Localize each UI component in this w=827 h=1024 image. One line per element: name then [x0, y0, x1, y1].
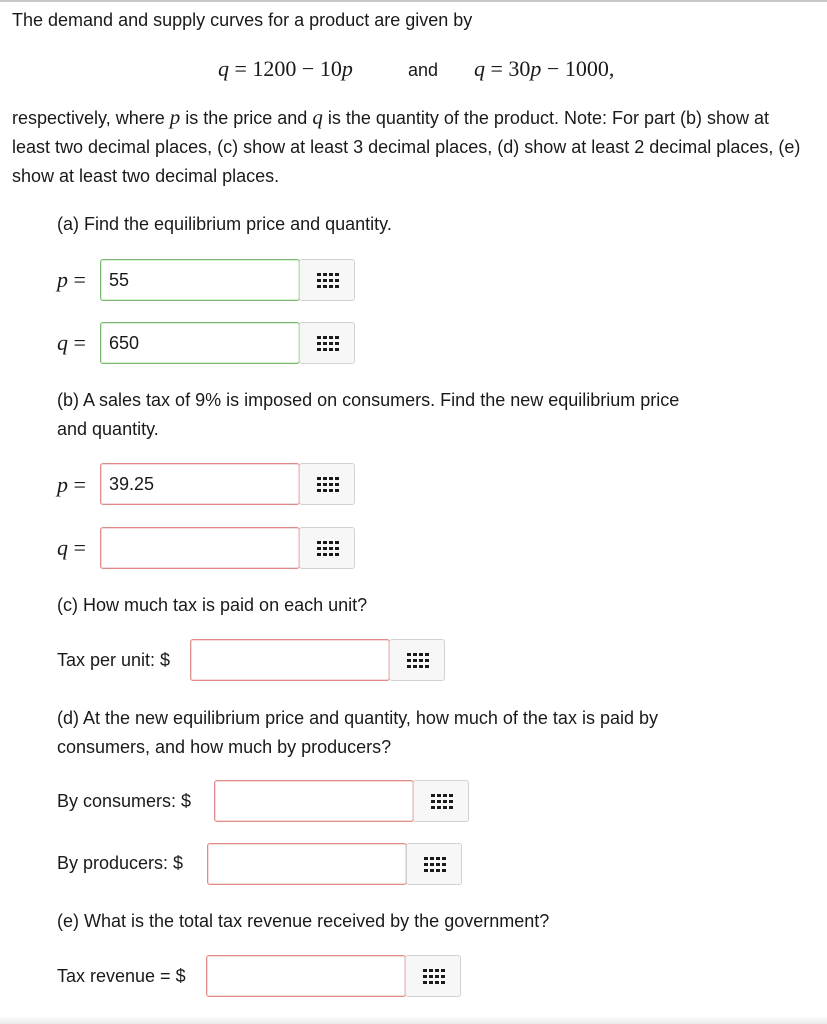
by-consumers-keypad-button[interactable] [413, 780, 469, 822]
part-a-quantity-input[interactable]: 650 [100, 322, 300, 364]
part-c-label: Tax per unit: $ [57, 650, 171, 670]
part-b-quantity-keypad-button[interactable] [299, 527, 355, 569]
intro-paragraph: respectively, where p is the price and q is the quantity of the product. Note: For part (b) show at least two decimal places, (c) show at least 3 decimal places, (d) show at least 2 decimal places, (e) show at least two decimal places. [12, 105, 801, 186]
tax-per-unit-input[interactable] [190, 639, 390, 681]
part-b-quantity-input[interactable] [100, 527, 300, 569]
tax-revenue-keypad-button[interactable] [405, 955, 461, 997]
top-divider [0, 0, 827, 2]
tax-revenue-input[interactable] [206, 955, 406, 997]
by-producers-keypad-button[interactable] [406, 843, 462, 885]
part-a-quantity-keypad-button[interactable] [299, 322, 355, 364]
tax-per-unit-keypad-button[interactable] [389, 639, 445, 681]
part-b-question-line2: and quantity. [57, 419, 159, 439]
keypad-icon [317, 273, 339, 289]
part-a-price-keypad-button[interactable] [299, 259, 355, 301]
tax-revenue-label: Tax revenue = $ [57, 966, 186, 986]
part-b-q-label: q = [57, 535, 86, 560]
part-a-price-input[interactable]: 55 [100, 259, 300, 301]
supply-equation: q = 30p − 1000, [474, 56, 615, 81]
bottom-edge [0, 1016, 827, 1024]
part-b-price-input[interactable]: 39.25 [100, 463, 300, 505]
part-a-p-label: p = [57, 267, 86, 292]
keypad-icon [317, 477, 339, 493]
part-a-q-label: q = [57, 330, 86, 355]
part-c-question: (c) How much tax is paid on each unit? [57, 595, 368, 615]
part-b-p-label: p = [57, 472, 86, 497]
part-b-question-line1: (b) A sales tax of 9% is imposed on consumers. Find the new equilibrium price [57, 390, 680, 410]
part-e-question: (e) What is the total tax revenue received by the government? [57, 911, 550, 931]
and-word: and [408, 60, 439, 80]
part-b-price-keypad-button[interactable] [299, 463, 355, 505]
by-consumers-label: By consumers: $ [57, 791, 192, 811]
by-producers-label: By producers: $ [57, 853, 184, 873]
part-d-question-line2: consumers, and how much by producers? [57, 737, 392, 757]
demand-equation: q = 1200 − 10p [218, 56, 353, 81]
keypad-icon [317, 541, 339, 557]
keypad-icon [424, 857, 446, 873]
part-d-question-line1: (d) At the new equilibrium price and quantity, how much of the tax is paid by [57, 708, 658, 728]
part-a-question: (a) Find the equilibrium price and quantity. [57, 214, 392, 234]
by-consumers-input[interactable] [214, 780, 414, 822]
intro-line: The demand and supply curves for a product are given by [12, 10, 473, 30]
keypad-icon [317, 336, 339, 352]
keypad-icon [407, 653, 429, 669]
keypad-icon [423, 969, 445, 985]
keypad-icon [431, 794, 453, 810]
by-producers-input[interactable] [207, 843, 407, 885]
